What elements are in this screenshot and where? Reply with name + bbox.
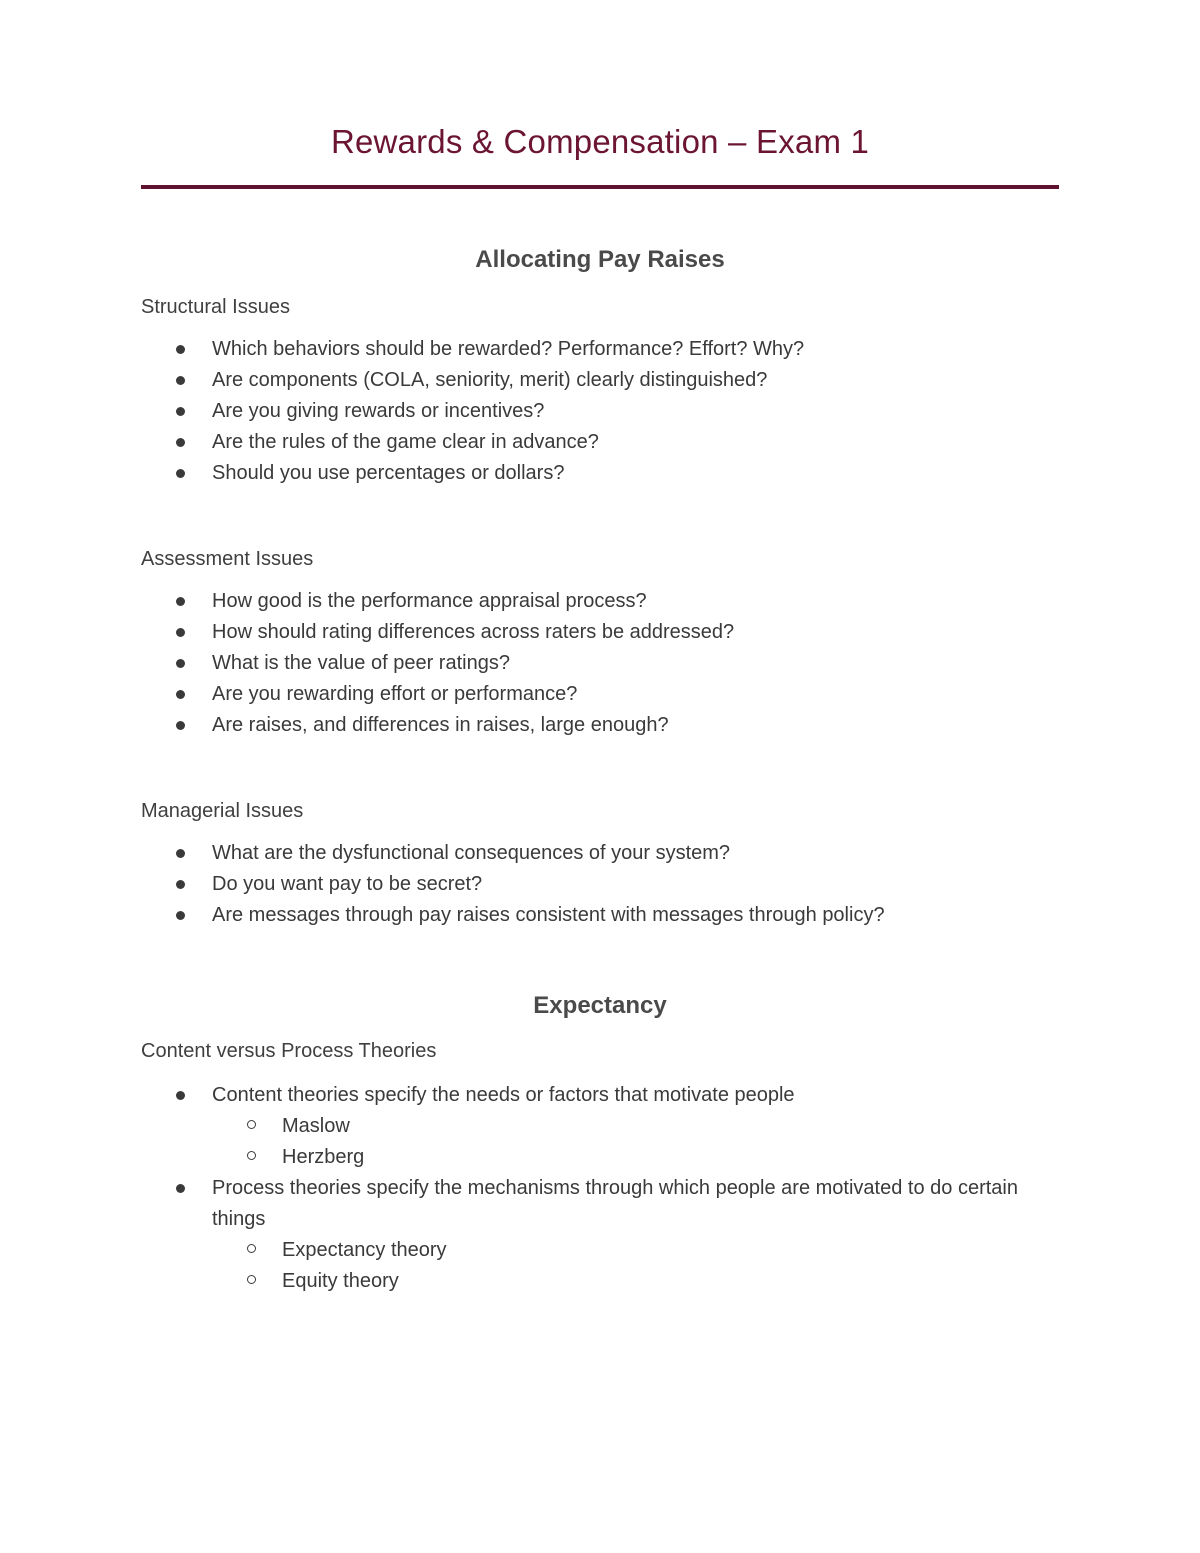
- bullet-icon: [176, 628, 185, 637]
- title-divider: [141, 185, 1059, 189]
- subheading-content-versus-process: Content versus Process Theories: [141, 1040, 437, 1062]
- list-item: Which behaviors should be rewarded? Performance? Effort? Why?: [141, 334, 1059, 365]
- bullet-icon: [176, 469, 185, 478]
- subheading-managerial-issues: Managerial Issues: [141, 800, 304, 822]
- list-item: How good is the performance appraisal process?: [141, 586, 1059, 617]
- bullet-icon: [176, 721, 185, 730]
- list-item: Do you want pay to be secret?: [141, 869, 1059, 900]
- bullet-icon: [176, 1184, 185, 1193]
- bullet-icon: [176, 880, 185, 889]
- sub-list-item: Herzberg: [141, 1142, 1059, 1173]
- list-item: Are components (COLA, seniority, merit) clearly distinguished?: [141, 365, 1059, 396]
- bullet-icon: [176, 345, 185, 354]
- sub-list-item: Expectancy theory: [141, 1235, 1019, 1266]
- assessment-issues-list: [141, 586, 1059, 741]
- bullet-icon: [176, 849, 185, 858]
- managerial-issues-list: [141, 838, 1059, 931]
- bullet-icon: [176, 438, 185, 447]
- bullet-icon: [176, 407, 185, 416]
- list-item: Content theories specify the needs or factors that motivate people Maslow Herzberg: [141, 1080, 1059, 1173]
- list-item: Are the rules of the game clear in advance?: [141, 427, 1059, 458]
- theories-list: [141, 1080, 1059, 1297]
- circle-bullet-icon: [247, 1120, 256, 1129]
- circle-bullet-icon: [247, 1275, 256, 1284]
- section-heading-allocating-pay-raises: Allocating Pay Raises: [475, 246, 725, 273]
- subheading-assessment-issues: Assessment Issues: [141, 548, 314, 570]
- list-item: Are messages through pay raises consistent with messages through policy?: [141, 900, 1059, 931]
- list-item: Are you giving rewards or incentives?: [141, 396, 1059, 427]
- sub-list-item: Equity theory: [141, 1266, 1019, 1297]
- list-item: How should rating differences across raters be addressed?: [141, 617, 1059, 648]
- circle-bullet-icon: [247, 1151, 256, 1160]
- list-item: Are raises, and differences in raises, large enough?: [141, 710, 1059, 741]
- content-theories-sublist: [141, 1111, 1059, 1173]
- bullet-icon: [176, 597, 185, 606]
- bullet-icon: [176, 659, 185, 668]
- process-theories-sublist: [141, 1235, 1019, 1297]
- list-item: Should you use percentages or dollars?: [141, 458, 1059, 489]
- section-heading-expectancy: Expectancy: [533, 992, 667, 1019]
- bullet-icon: [176, 911, 185, 920]
- sub-list-item: Maslow: [141, 1111, 1059, 1142]
- list-item: Process theories specify the mechanisms through which people are motivated to do certain things Expectancy theory Equity theory: [141, 1173, 1059, 1297]
- list-item: What are the dysfunctional consequences of your system?: [141, 838, 1059, 869]
- document-title: Rewards & Compensation – Exam 1: [330, 123, 870, 160]
- bullet-icon: [176, 1091, 185, 1100]
- subheading-structural-issues: Structural Issues: [141, 296, 290, 318]
- bullet-icon: [176, 376, 185, 385]
- circle-bullet-icon: [247, 1244, 256, 1253]
- list-item: What is the value of peer ratings?: [141, 648, 1059, 679]
- structural-issues-list: [141, 334, 1059, 489]
- bullet-icon: [176, 690, 185, 699]
- list-item: Are you rewarding effort or performance?: [141, 679, 1059, 710]
- document-page: [141, 0, 1059, 1553]
